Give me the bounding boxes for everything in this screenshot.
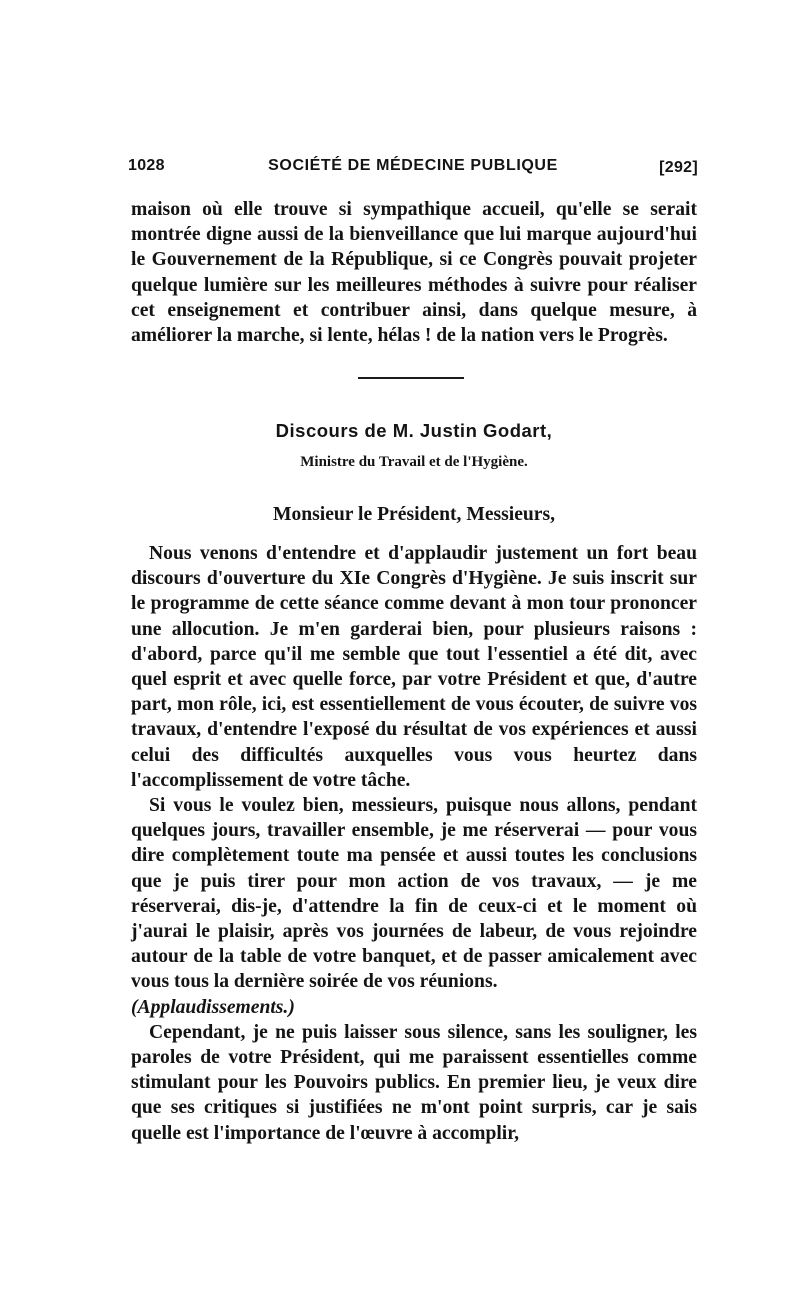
- speech-paragraph-1: Nous venons d'entendre et d'applaudir justement un fort beau discours d'ouverture du XIe Congrès d'Hygiène. Je suis inscrit sur le programme de cette séance comme devant à mon tour prononcer une allocution. Je m'en garderai bien, pour plusieurs raisons : d'abord, parce qu'il me semble que tout l'essentiel a été dit, avec quel esprit et avec quelle force, par votre Président et que, d'autre part, mon rôle, ici, est essentiellement de vous écouter, de suivre vos travaux, d'entendre l'exposé du résultat de vos expériences et aussi celui des difficultés auxquelles vous vous heurtez dans l'accomplissement de votre tâche.: [131, 543, 697, 791]
- applause-note-line: [131, 995, 697, 1020]
- signature-mark: [292]: [659, 159, 698, 176]
- applause-note: (Applaudissements.): [131, 996, 295, 1018]
- running-header: [128, 157, 698, 181]
- opening-paragraph: maison où elle trouve si sympathique accueil, qu'elle se serait montrée digne aussi de la bienveillance que lui marque aujourd'hui le Gouvernement de la République, si ce Congrès pouvait projeter quelque lumière sur les meilleures méthodes à suivre pour réaliser cet enseignement et contribuer ainsi, dans quelque mesure, à améliorer la marche, si lente, hélas ! de la nation vers le Progrès.: [131, 199, 697, 347]
- section-divider: [358, 377, 464, 379]
- speech-paragraph-2: Si vous le voulez bien, messieurs, puisque nous allons, pendant quelques jours, travailler ensemble, je me réserverai — pour vous dire complètement toute ma pensée et aussi toutes les conclusions que je puis tirer pour mon action de vos travaux, — je me réserverai, dis-je, d'attendre la fin de ceux-ci et le moment où j'aurai le plaisir, après vos journées de labeur, de vous rejoindre autour de la table de votre banquet, et de passer amicalement avec vous tous la dernière soirée de vos réunions.: [131, 795, 697, 993]
- opening-text: [131, 197, 697, 348]
- speaker-title: Ministre du Travail et de l'Hygiène.: [300, 454, 528, 470]
- speech-heading: Discours de M. Justin Godart,: [275, 420, 553, 441]
- speech-paragraph-3: Cependant, je ne puis laisser sous silence, sans les souligner, les paroles de votre Président, qui me paraissent essentielles comme stimulant pour les Pouvoirs publics. En premier lieu, je veux dire que ses critiques si justifiées ne m'ont point surpris, car je sais quelle est l'importance de l'œuvre à accomplir,: [131, 1021, 697, 1144]
- running-title: SOCIÉTÉ DE MÉDECINE PUBLIQUE: [268, 157, 558, 174]
- salutation: Monsieur le Président, Messieurs,: [272, 504, 556, 525]
- speech-body: [131, 541, 697, 1146]
- page-number: 1028: [128, 157, 165, 174]
